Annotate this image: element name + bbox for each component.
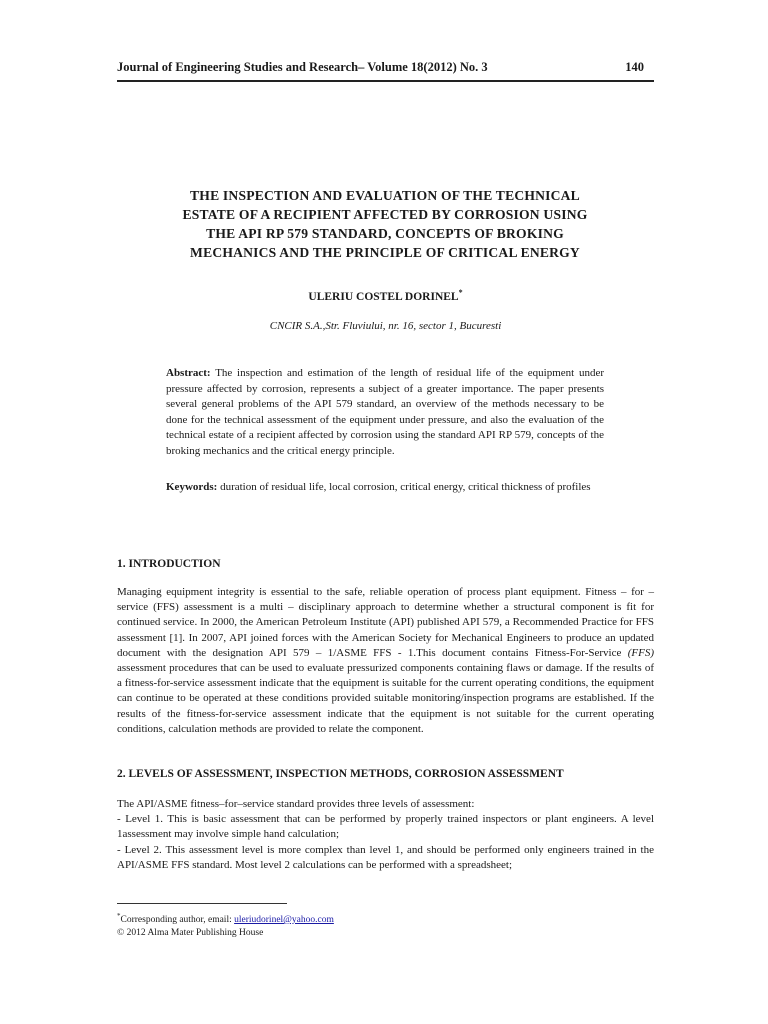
abstract <box>166 366 604 459</box>
abstract-label: Abstract: <box>166 367 211 379</box>
keywords-label: Keywords: <box>166 481 218 493</box>
footnote-label: Corresponding author, email: <box>120 915 232 926</box>
author-name: ULERIU COSTEL DORINEL <box>308 290 459 303</box>
intro-ffs-italic: (FFS) <box>627 646 654 659</box>
introduction-paragraph <box>117 585 654 737</box>
intro-text-part2: assessment procedures that can be used to evaluate pressurized components containing flaws or damage. If the results of a fitness-for-service assessment indicate that the equipment is suitable for the current operating conditions, the equipment can continue to be operated at these conditions provided suitable monitoring/inspection programs are established. If the results of the fitness-for-service assessment indicate that the equipment is not suitable for the current operating conditions, calculation methods are provided to relate the component. <box>117 662 654 735</box>
page-number: 140 <box>625 60 644 74</box>
copyright-note: © 2012 Alma Mater Publishing House <box>117 928 264 939</box>
keywords <box>166 480 604 496</box>
title-line: MECHANICS AND THE PRINCIPLE OF CRITICAL ENERGY <box>190 245 580 260</box>
levels-section-body <box>117 797 654 873</box>
corresponding-author-note <box>117 910 654 927</box>
title-line: THE INSPECTION AND EVALUATION OF THE TECHNICAL <box>190 188 580 203</box>
section-heading-levels: 2. LEVELS OF ASSESSMENT, INSPECTION METHODS, CORROSION ASSESSMENT <box>117 768 564 780</box>
author-line <box>117 288 654 303</box>
author-email-link[interactable]: uleriudorinel@yahoo.com <box>234 915 334 926</box>
author-footnote-mark: * <box>458 288 463 297</box>
keywords-text: duration of residual life, local corrosion, critical energy, critical thickness of profiles <box>220 481 591 493</box>
running-header <box>117 60 644 75</box>
footnote-mark: * <box>117 912 121 920</box>
footnote <box>117 910 654 940</box>
title-line: THE API RP 579 STANDARD, CONCEPTS OF BROKING <box>206 226 564 241</box>
journal-title: Journal of Engineering Studies and Research– Volume 18(2012) No. 3 <box>117 60 488 74</box>
header-rule <box>117 80 654 82</box>
levels-paragraph: - Level 2. This assessment level is more complex than level 1, and should be performed only engineers trained in the API/ASME FFS standard. Most level 2 calculations can be performed with a spreadsheet; <box>117 843 654 871</box>
footnote-rule <box>117 903 287 904</box>
abstract-text: The inspection and estimation of the length of residual life of the equipment under pressure affected by corrosion, represents a subject of a greater importance. The paper presents several general problems of the API 579 standard, an overview of the methods necessary to be done for the technical assessment of the equipment under pressure, and also the evaluation of the technical estate of a recipient affected by corrosion using the standard API RP 579, concepts of the broking mechanics and the critical energy principle. <box>166 367 604 457</box>
section-heading-introduction: 1. INTRODUCTION <box>117 558 221 570</box>
title-line: ESTATE OF A RECIPIENT AFFECTED BY CORROSION USING <box>182 207 588 222</box>
levels-paragraph: - Level 1. This is basic assessment that can be performed by properly trained inspectors or plant engineers. A level 1assessment may involve simple hand calculation; <box>117 813 654 841</box>
levels-paragraph: The API/ASME fitness–for–service standard provides three levels of assessment: <box>117 798 475 810</box>
paper-title <box>150 186 620 262</box>
affiliation: CNCIR S.A.,Str. Fluviului, nr. 16, sector 1, Bucuresti <box>269 320 502 332</box>
intro-text-part1: Managing equipment integrity is essential to the safe, reliable operation of process plant equipment. Fitness – for – service (FFS) assessment is a multi – disciplinary approach to determine whether a structural component is fit for continued service. In 2000, the American Petroleum Institute (API) published API 579, a Recommended Practice for FFS assessment [1]. In 2007, API joined forces with the American Society for Mechanical Engineers to produce an updated document with the designation API 579 – 1/ASME FFS - 1.This document contains Fitness-For-Service <box>117 586 654 659</box>
